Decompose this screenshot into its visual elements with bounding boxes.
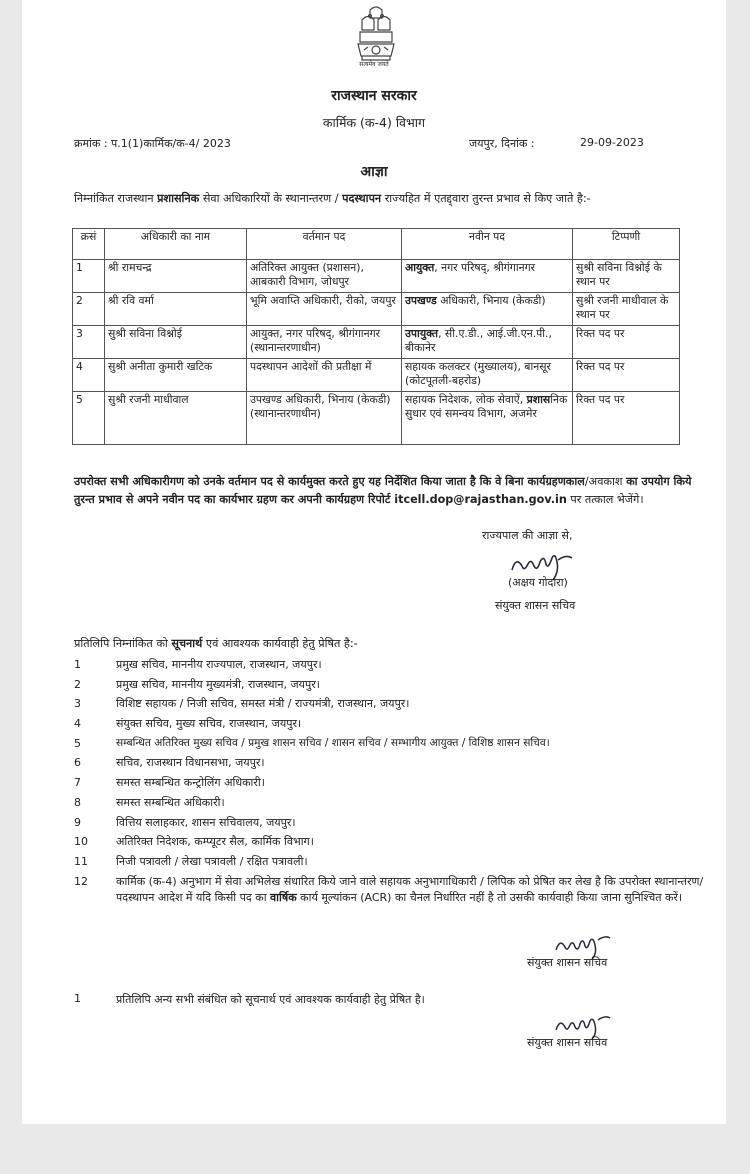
list-item-number: 7 bbox=[74, 776, 81, 790]
cell-remark: रिक्त पद पर bbox=[573, 392, 680, 445]
col-header-name: अधिकारी का नाम bbox=[105, 229, 247, 260]
list-item bbox=[74, 872, 714, 928]
list-item-text: सम्बन्धित अतिरिक्त मुख्य सचिव / प्रमुख शासन सचिव / शासन सचिव / सम्भागीय आयुक्त / विशिष्ठ शासन सचिव। bbox=[116, 736, 550, 749]
list-item-number: 10 bbox=[74, 835, 88, 849]
list-item bbox=[74, 655, 714, 675]
emblem-caption: सत्यमेव जयते bbox=[359, 61, 389, 68]
cell-name: सुश्री अनीता कुमारी खटिक bbox=[105, 359, 247, 392]
department-name: कार्मिक (क-4) विभाग bbox=[322, 115, 426, 130]
copy-header-text: एवं आवश्यक कार्यवाही हेतु प्रेषित है:- bbox=[202, 637, 358, 650]
list-item-text: प्रमुख सचिव, माननीय मुख्यमंत्री, राजस्थान, जयपुर। bbox=[116, 677, 320, 691]
cell-remark: रिक्त पद पर bbox=[573, 326, 680, 359]
cell-new-rest: निक सुधार एवं समन्वय विभाग, अजमेर bbox=[405, 393, 568, 420]
cell-current: उपखण्ड अधिकारी, भिनाय (केकडी) (स्थानान्तरणाधीन) bbox=[247, 392, 402, 445]
list-item-number: 1 bbox=[74, 992, 81, 1005]
cell-name: श्री रामचन्द्र bbox=[105, 260, 247, 293]
list-item-text: वित्तिय सलाहकार, शासन सचिवालय, जयपुर। bbox=[116, 815, 296, 829]
cell-new-rest: अधिकारी, भिनाय (केकडी) bbox=[436, 294, 546, 307]
list-item bbox=[74, 773, 714, 793]
list-item-number: 11 bbox=[74, 854, 88, 868]
intro-paragraph bbox=[74, 191, 714, 206]
cell-current: आयुक्त, नगर परिषद्, श्रीगंगानगर (स्थानान्तरणाधीन) bbox=[247, 326, 402, 359]
cell-current: अतिरिक्त आयुक्त (प्रशासन), आबकारी विभाग, जोधपुर bbox=[247, 260, 402, 293]
report-email: itcell.dop@rajasthan.gov.in bbox=[390, 493, 567, 506]
list-item-number: 12 bbox=[74, 874, 88, 888]
intro-text: निम्नांकित राजस्थान bbox=[74, 192, 158, 205]
instruction-bold: का उपयोग किये तुरन्त प्रभाव से अपने नवीन पद का कार्यभार ग्रहण कर अपनी कार्यग्रहण रिपोर्ट bbox=[74, 475, 692, 506]
item12-text: कार्मिक (क-4) अनुभाग में सेवा अभिलेख संधारित किये जाने वाले सहायक अनुभागाधिकारी / लिपिक को प्रेषित कर लेख है कि उपरोक्त स्थानान्तरण/पदस्थापन आदेश में यदि किसी पद का bbox=[116, 874, 704, 904]
list-item-text: अतिरिक्त निदेशक, कम्प्यूटर सैल, कार्मिक विभाग। bbox=[116, 835, 314, 849]
cell-new-bold: आयुक्त bbox=[405, 261, 435, 274]
cell-sno: 4 bbox=[73, 359, 105, 392]
cell-sno: 2 bbox=[73, 293, 105, 326]
list-item bbox=[74, 832, 714, 852]
cell-remark: सुश्री रजनी माधीवाल के स्थान पर bbox=[573, 293, 680, 326]
list-item-text: समस्त सम्बन्धित अधिकारी। bbox=[116, 795, 225, 809]
copy-header-text: प्रतिलिपि निम्नांकित को bbox=[74, 637, 172, 650]
list-item bbox=[74, 813, 714, 833]
order-reference: क्रमांक : प.1(1)कार्मिक/क-4/ 2023 bbox=[74, 137, 231, 150]
cell-current: भूमि अवाप्ति अधिकारी, रीको, जयपुर bbox=[247, 293, 402, 326]
list-item bbox=[74, 753, 714, 773]
col-header-sno: क्रसं bbox=[73, 229, 105, 260]
cell-new-bold: प्रशास bbox=[526, 393, 551, 406]
cell-new-rest: , नगर परिषद्, श्रीगंगानगर bbox=[434, 261, 536, 274]
instruction-bold: उपरोक्त सभी अधिकारीगण को उनके वर्तमान पद से कार्यमुक्त करते हुए यह निर्देशित किया जाता है कि वे बिना कार्यग्रहणकाल bbox=[74, 475, 585, 488]
cell-name: सुश्री सविना विश्नोई bbox=[105, 326, 247, 359]
cell-new bbox=[402, 326, 573, 359]
list-item-text: विशिष्ट सहायक / निजी सचिव, समस्त मंत्री / राज्यमंत्री, राजस्थान, जयपुर। bbox=[116, 697, 410, 711]
cell-current: पदस्थापन आदेशों की प्रतीक्षा में bbox=[247, 359, 402, 392]
order-date: 29-09-2023 bbox=[580, 136, 644, 149]
list-item-number: 4 bbox=[74, 717, 81, 731]
cell-new-rest: , सी.ए.डी., आई.जी.एन.पी., बीकानेर bbox=[405, 327, 552, 354]
order-title: आज्ञा bbox=[360, 164, 388, 180]
col-header-remark: टिप्पणी bbox=[573, 229, 680, 260]
list-item-text: प्रतिलिपि अन्य सभी संबंधित को सूचनार्थ एवं आवश्यक कार्यवाही हेतु प्रेषित है। bbox=[116, 993, 425, 1006]
list-item-number: 5 bbox=[74, 736, 81, 750]
list-item bbox=[74, 852, 714, 872]
instruction-paragraph bbox=[74, 473, 704, 509]
cell-sno: 5 bbox=[73, 392, 105, 445]
list-item-number: 9 bbox=[74, 815, 81, 829]
document-page bbox=[22, 0, 726, 1124]
cell-remark: सुश्री सविना विश्नोई के स्थान पर bbox=[573, 260, 680, 293]
cell-remark: रिक्त पद पर bbox=[573, 359, 680, 392]
extra-copy-line bbox=[74, 992, 714, 1012]
cell-sno: 3 bbox=[73, 326, 105, 359]
cell-new-rest: सहायक कलक्टर (मुख्यालय), बानसूर (कोटपूतली-बहरोड) bbox=[405, 360, 551, 387]
cell-new bbox=[402, 293, 573, 326]
cell-new-pre: सहायक निदेशक, लोक सेवाऐं, bbox=[405, 393, 527, 406]
list-item-text: निजी पत्रावली / लेखा पत्रावली / रक्षित पत्रावली। bbox=[116, 854, 308, 868]
cell-new-bold: उपखण्ड bbox=[405, 294, 437, 307]
list-item bbox=[74, 694, 714, 714]
copy-header bbox=[74, 636, 358, 651]
cell-name: श्री रवि वर्मा bbox=[105, 293, 247, 326]
list-item bbox=[74, 734, 714, 754]
intro-text: राज्यहित में एतद्द्वारा तुरन्त प्रभाव से किए जाते है:- bbox=[381, 192, 591, 205]
governor-order-line: राज्यपाल की आज्ञा से, bbox=[482, 529, 573, 542]
item12-bold: वार्षिक bbox=[270, 890, 297, 904]
table-row bbox=[73, 359, 680, 392]
list-item-number: 2 bbox=[74, 677, 81, 691]
cell-new bbox=[402, 359, 573, 392]
table-header-row bbox=[73, 229, 680, 260]
cell-name: सुश्री रजनी माधीवाल bbox=[105, 392, 247, 445]
place-label: जयपुर, दिनांक : bbox=[469, 137, 535, 150]
list-item bbox=[74, 793, 714, 813]
list-item-number: 3 bbox=[74, 697, 81, 711]
col-header-new: नवीन पद bbox=[402, 229, 573, 260]
table-row bbox=[73, 392, 680, 445]
signatory-title: संयुक्त शासन सचिव bbox=[527, 1036, 608, 1049]
list-item-text: प्रमुख सचिव, माननीय राज्यपाल, राजस्थान, जयपुर। bbox=[116, 658, 322, 671]
list-item-number: 6 bbox=[74, 756, 81, 770]
cell-new-bold: उपायुक्त bbox=[405, 327, 439, 340]
cell-new bbox=[402, 392, 573, 445]
list-item bbox=[74, 675, 714, 695]
col-header-current: वर्तमान पद bbox=[247, 229, 402, 260]
intro-text-bold: पदस्थापन bbox=[342, 192, 382, 205]
item12-text: कार्य मूल्यांकन (ACR) का चैनल निर्धारित नहीं है तो उसकी कार्यवाही किया जाना सुनिश्चित करें। bbox=[296, 890, 683, 904]
list-item-text: समस्त सम्बन्धित कन्ट्रोलिंग अधिकारी। bbox=[116, 776, 265, 790]
intro-text-bold: प्रशासनिक bbox=[157, 192, 200, 205]
instruction-text: पर तत्काल भेजेंगे। bbox=[566, 493, 644, 506]
list-item-number: 1 bbox=[74, 658, 81, 671]
signatory-title: संयुक्त शासन सचिव bbox=[495, 599, 576, 612]
list-item-number: 8 bbox=[74, 795, 81, 809]
list-item-text bbox=[116, 874, 706, 906]
signatory-title: संयुक्त शासन सचिव bbox=[527, 956, 608, 969]
cell-new bbox=[402, 260, 573, 293]
signatory-name: (अक्षय गोदारा) bbox=[508, 576, 568, 589]
transfer-table bbox=[72, 228, 680, 445]
government-name: राजस्थान सरकार bbox=[331, 88, 417, 104]
list-item bbox=[74, 714, 714, 734]
instruction-text: /अवकाश bbox=[584, 475, 627, 488]
table-row bbox=[73, 260, 680, 293]
list-item-text: संयुक्त सचिव, मुख्य सचिव, राजस्थान, जयपुर। bbox=[116, 717, 302, 731]
copy-list bbox=[74, 655, 714, 928]
table-row bbox=[73, 326, 680, 359]
cell-sno: 1 bbox=[73, 260, 105, 293]
list-item-text: सचिव, राजस्थान विधानसभा, जयपुर। bbox=[116, 756, 265, 770]
table-row bbox=[73, 293, 680, 326]
copy-header-bold: सूचनार्थ bbox=[171, 637, 203, 650]
intro-text: सेवा अधिकारियों के स्थानान्तरण / bbox=[199, 192, 343, 205]
